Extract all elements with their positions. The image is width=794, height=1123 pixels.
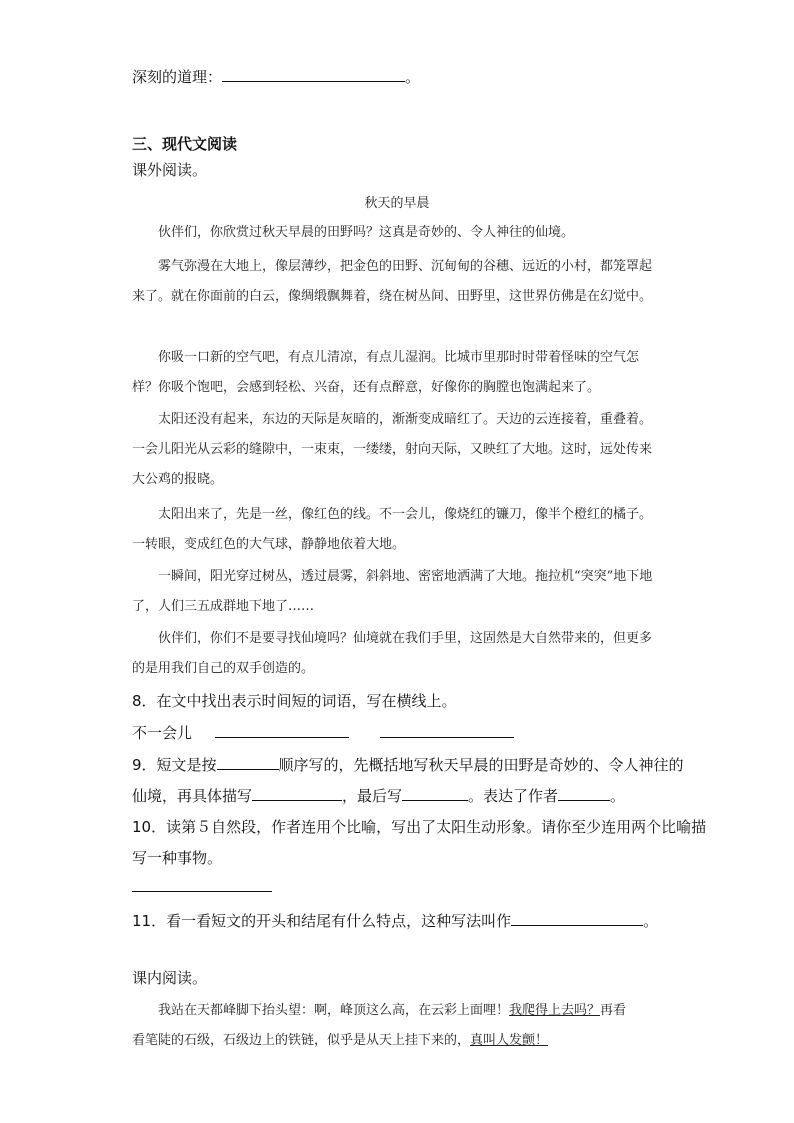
underlined-sentence: 真叫人发颤！ — [470, 1033, 549, 1048]
answer-blank[interactable] — [217, 754, 279, 770]
question-10-answer — [132, 876, 272, 896]
question-8: 8．在文中找出表示时间短的词语，写在横线上。 — [132, 692, 457, 710]
passage-title: 秋天的早晨 — [364, 196, 430, 211]
section-heading: 三、现代文阅读 — [132, 135, 238, 153]
q11-text: 11．看一看短文的开头和结尾有什么特点，这种写法叫作 — [132, 912, 512, 930]
reasoning-label: 深刻的道理： — [132, 68, 223, 86]
passage-paragraph: 你吸一口新的空气吧，有点儿清凉，有点儿湿润。比城市里那时时带着怪味的空气怎样？你吸个饱吧，会感到轻松、兴奋，还有点醉意，好像你的胸膛也饱满起来了。 — [132, 350, 640, 395]
underlined-sentence: 我爬得上去吗？ — [509, 1003, 601, 1018]
answer-blank[interactable] — [215, 722, 349, 738]
answer-blank[interactable] — [132, 876, 272, 892]
passage-paragraph: 太阳出来了，先是一丝，像红色的线。不一会儿，像烧红的镰刀，像半个橙红的橘子。一转眼，变成红色的大气球，静静地依着大地。 — [132, 507, 653, 552]
section-subheading: 课内阅读。 — [132, 969, 208, 987]
passage-paragraph: 伙伴们，你欣赏过秋天早晨的田野吗？这真是奇妙的、令人神往的仙境。 — [158, 225, 575, 240]
answer-blank[interactable] — [558, 785, 610, 801]
q9-text: 仙境，再具体描写 — [132, 787, 253, 805]
in-class-passage-line1 — [132, 996, 662, 1026]
q8-answer-label: 不一会儿 — [132, 724, 193, 742]
period: 。 — [643, 912, 659, 930]
question-10-line2: 写一种事物。 — [132, 849, 223, 867]
in-class-passage-line2 — [132, 1026, 662, 1056]
passage-paragraph: 太阳还没有起来，东边的天际是灰暗的，渐渐变成暗红了。天边的云连接着，重叠着。一会儿阳光从云彩的缝隙中，一束束，一缕缕，射向天际，又映红了大地。这时，远处传来大公鸡的报晓。 — [132, 412, 653, 487]
answer-blank[interactable] — [252, 785, 342, 801]
question-10-line1: 10．读第５自然段，作者连用个比喻，写出了太阳生动形象。请你至少连用两个比喻描 — [132, 818, 707, 836]
q9-text: ，最后写 — [342, 787, 403, 805]
answer-blank[interactable] — [402, 785, 468, 801]
q9-text: 9．短文是按 — [132, 756, 217, 774]
section-subheading: 课外阅读。 — [132, 161, 208, 179]
passage-text: 我站在天都峰脚下抬头望：啊，峰顶这么高，在云彩上面哩！ — [158, 1003, 510, 1018]
passage-text: 看笔陡的石级，石级边上的铁链，似乎是从天上挂下来的， — [132, 1033, 471, 1048]
q9-text: 。 — [610, 787, 626, 805]
answer-blank[interactable] — [222, 66, 405, 82]
passage-paragraph: 一瞬间，阳光穿过树丛，透过晨雾，斜斜地、密密地洒满了大地。拖拉机“突突”地下地了，人们三五成群地下地了…… — [132, 569, 653, 614]
question-9-line1 — [132, 750, 684, 780]
passage-paragraph: 雾气弥漫在大地上，像层薄纱，把金色的田野、沉甸甸的谷穗、远近的小村，都笼罩起来了。就在你面前的白云，像绸缎飘舞着，绕在树丛间、田野里，这世界仿佛是在幻觉中。 — [132, 259, 653, 304]
passage-text: 再看 — [600, 1003, 627, 1018]
question-11 — [132, 906, 658, 936]
answer-blank[interactable] — [511, 910, 643, 926]
q9-text: 顺序写的，先概括地写秋天早晨的田野是奇妙的、令人神往的 — [278, 756, 684, 774]
answer-blank[interactable] — [380, 722, 514, 738]
question-8-answer-row — [132, 718, 514, 748]
q9-text: 。表达了作者 — [468, 787, 559, 805]
reasoning-question — [132, 66, 420, 87]
question-9-line2 — [132, 781, 625, 811]
passage-paragraph: 伙伴们，你们不是要寻找仙境吗？仙境就在我们手里，这固然是大自然带来的，但更多的是用我们自己的双手创造的。 — [132, 631, 653, 676]
period: 。 — [405, 68, 421, 86]
